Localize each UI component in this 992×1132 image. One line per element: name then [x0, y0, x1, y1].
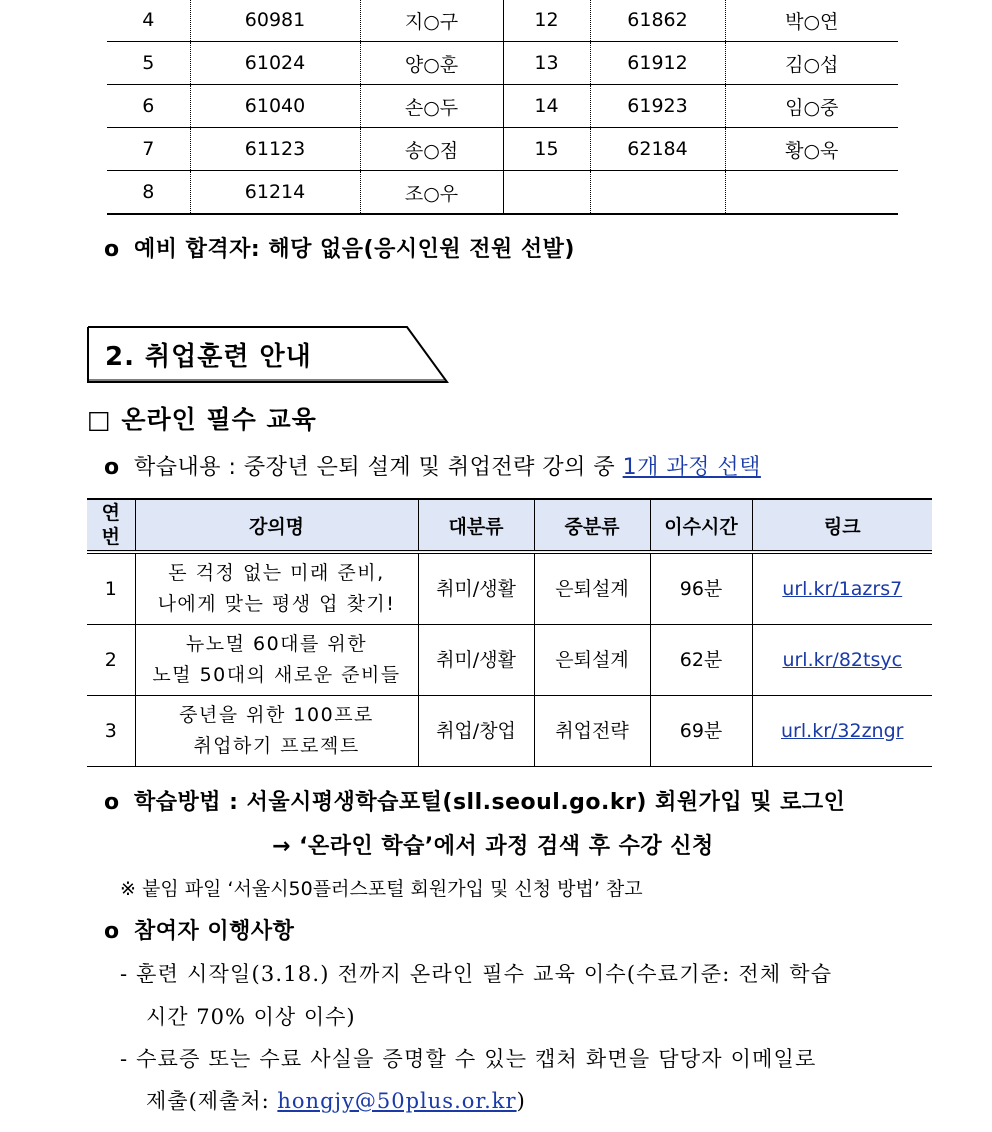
item2-line1: - 수료증 또는 수료 사실을 증명할 수 있는 캡처 화면을 담당자 이메일로: [120, 1047, 817, 1071]
table-cell: 13: [503, 42, 590, 85]
row-number: 3: [87, 696, 135, 767]
course-name-line2: 나에게 맞는 평생 업 찾기!: [157, 593, 396, 615]
table-row: [107, 171, 898, 215]
table-cell: 황○욱: [725, 128, 898, 171]
table-cell: 61912: [590, 42, 725, 85]
course-name-line2: 노멀 50대의 새로운 준비들: [152, 664, 401, 686]
table-cell: 4: [107, 0, 190, 42]
table-cell: [503, 171, 590, 215]
section-title: 2. 취업훈련 안내: [105, 342, 312, 372]
table-cell: [590, 171, 725, 215]
course-hours: 62분: [650, 625, 752, 696]
table-cell: 손○두: [360, 85, 503, 128]
item1-line2: 시간 70% 이상 이수): [146, 1005, 356, 1029]
table-cell: [725, 171, 898, 215]
table-cell: 60981: [190, 0, 360, 42]
row-number: 1: [87, 552, 135, 625]
table-cell: 61040: [190, 85, 360, 128]
content-line: [104, 450, 761, 481]
major-category: 취미/생활: [418, 552, 534, 625]
email-link[interactable]: hongjy@50plus.or.kr: [277, 1089, 517, 1113]
bullet: o: [104, 790, 120, 815]
course-table: [87, 498, 932, 767]
table-row: [107, 42, 898, 85]
bullet: o: [104, 455, 120, 480]
table-cell: 15: [503, 128, 590, 171]
column-header: 링크: [752, 499, 932, 552]
content-text: 학습내용 : 중장년 은퇴 설계 및 취업전략 강의 중: [134, 455, 623, 480]
course-name-line1: 뉴노멀 60대를 위한: [185, 633, 368, 655]
minor-category: 은퇴설계: [534, 552, 650, 625]
method-line: [104, 785, 845, 816]
course-name: [135, 625, 418, 696]
course-link-cell: [752, 552, 932, 625]
column-header: 강의명: [135, 499, 418, 552]
minor-category: 은퇴설계: [534, 625, 650, 696]
course-name-line2: 취업하기 프로젝트: [193, 735, 360, 757]
table-cell: 61923: [590, 85, 725, 128]
results-table: [107, 0, 898, 215]
header-part: 연: [101, 502, 120, 524]
online-heading: □ 온라인 필수 교육: [87, 405, 317, 434]
table-row: [107, 85, 898, 128]
course-link[interactable]: url.kr/1azrs7: [782, 577, 903, 600]
table-cell: 62184: [590, 128, 725, 171]
minor-category: 취업전략: [534, 696, 650, 767]
table-cell: 박○연: [725, 0, 898, 42]
table-cell: 지○구: [360, 0, 503, 42]
course-link[interactable]: url.kr/82tsyc: [782, 648, 903, 671]
item2-suffix: ): [516, 1089, 526, 1113]
participants-line: [104, 914, 294, 945]
row-number: 2: [87, 625, 135, 696]
table-cell: 61862: [590, 0, 725, 42]
table-cell: 8: [107, 171, 190, 215]
table-cell: 7: [107, 128, 190, 171]
course-name-line1: 중년을 위한 100프로: [179, 704, 374, 726]
section-header: [87, 326, 447, 382]
course-link-cell: [752, 625, 932, 696]
column-header: [87, 499, 135, 552]
reserve-text: 예비 합격자: 해당 없음(응시인원 전원 선발): [134, 237, 575, 262]
column-header: 이수시간: [650, 499, 752, 552]
table-cell: 김○섭: [725, 42, 898, 85]
table-cell: 임○중: [725, 85, 898, 128]
method-text: 학습방법 : 서울시평생학습포털(sll.seoul.go.kr) 회원가입 및 로그인: [134, 790, 846, 815]
table-cell: 5: [107, 42, 190, 85]
item1-line1: - 훈련 시작일(3.18.) 전까지 온라인 필수 교육 이수(수료기준: 전체 학습: [120, 962, 833, 986]
header-part: 번: [101, 526, 120, 548]
bullet: o: [104, 237, 120, 262]
table-cell: 송○점: [360, 128, 503, 171]
table-row: [107, 128, 898, 171]
table-row: [87, 625, 932, 696]
table-cell: 양○훈: [360, 42, 503, 85]
table-cell: 61024: [190, 42, 360, 85]
reserve-line: [104, 232, 575, 263]
table-cell: 61214: [190, 171, 360, 215]
table-row: [87, 552, 932, 625]
table-cell: 6: [107, 85, 190, 128]
table-cell: 조○우: [360, 171, 503, 215]
course-hours: 69분: [650, 696, 752, 767]
course-hours: 96분: [650, 552, 752, 625]
course-link-cell: [752, 696, 932, 767]
content-emphasis: 1개 과정 선택: [622, 455, 761, 480]
major-category: 취미/생활: [418, 625, 534, 696]
item2-prefix: 제출(제출처:: [146, 1089, 278, 1113]
table-cell: 14: [503, 85, 590, 128]
participants-title: 참여자 이행사항: [134, 919, 295, 944]
column-header: 대분류: [418, 499, 534, 552]
method-note: ※ 붙임 파일 ‘서울시50플러스포털 회원가입 및 신청 방법’ 참고: [120, 878, 643, 900]
course-name: [135, 552, 418, 625]
major-category: 취업/창업: [418, 696, 534, 767]
course-name-line1: 돈 걱정 없는 미래 준비,: [168, 562, 385, 584]
table-row: [107, 0, 898, 42]
table-row: [87, 696, 932, 767]
table-cell: 61123: [190, 128, 360, 171]
item2-line2: [146, 1085, 526, 1115]
course-name: [135, 696, 418, 767]
bullet: o: [104, 919, 120, 944]
table-cell: 12: [503, 0, 590, 42]
method-line2: → ‘온라인 학습’에서 과정 검색 후 수강 신청: [272, 834, 714, 859]
course-link[interactable]: url.kr/32zngr: [781, 719, 904, 742]
column-header: 중분류: [534, 499, 650, 552]
